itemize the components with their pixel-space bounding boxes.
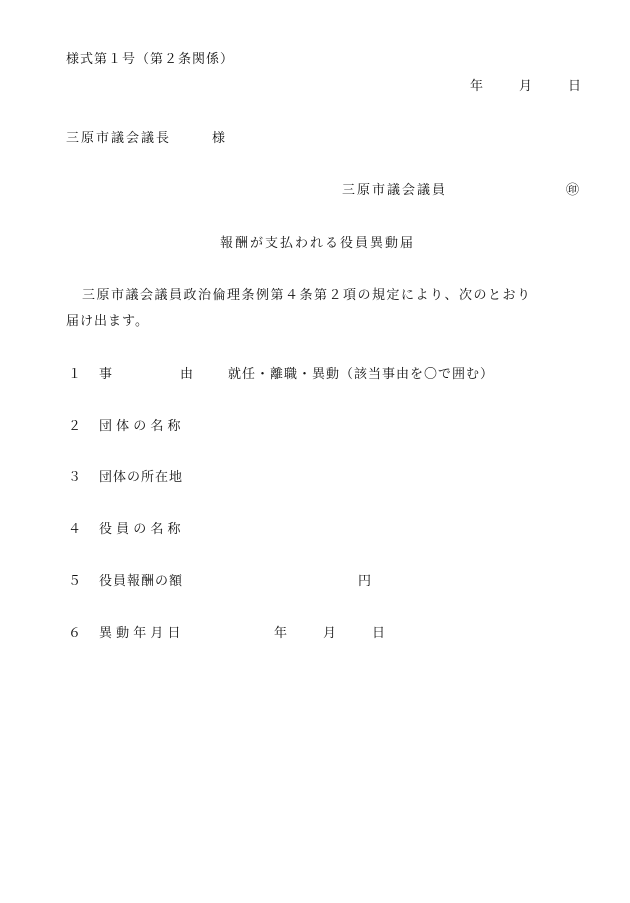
item-label: 役員報酬の額 [99,574,184,589]
item-number: ４ [68,522,82,537]
item-number: ２ [68,419,82,434]
body-line-2: 届け出ます。 [66,314,149,329]
date-year: 年 [470,79,484,94]
item-label: 事 [99,367,113,382]
item-label: 異 動 年 月 日 [99,626,181,641]
item-number: ５ [68,574,82,589]
date-month: 月 [519,79,533,94]
item-value: 就任・離職・異動（該当事由を〇で囲む） [228,367,495,382]
item-label: 役 員 の 名 称 [99,522,181,537]
body-line-1: 三原市議会議員政治倫理条例第４条第２項の規定により、次のとおり [82,288,532,303]
item-month: 月 [323,626,337,641]
item-label: 由 [180,367,194,382]
sender-label: 三原市議会議員 [342,183,448,198]
date-day: 日 [568,79,582,94]
item-number: ６ [68,626,82,641]
item-label: 団 体 の 名 称 [99,419,181,434]
seal-mark: ㊞ [566,183,580,198]
form-number: 様式第１号（第２条関係） [66,52,235,67]
item-unit: 円 [358,574,372,589]
item-label: 団体の所在地 [99,470,184,485]
document-title: 報酬が支払われる役員異動届 [220,236,416,251]
item-year: 年 [274,626,288,641]
item-day: 日 [372,626,386,641]
addressee-honorific: 様 [212,131,226,146]
item-number: １ [68,367,82,382]
item-number: ３ [68,470,82,485]
addressee-name: 三原市議会議長 [66,131,172,146]
